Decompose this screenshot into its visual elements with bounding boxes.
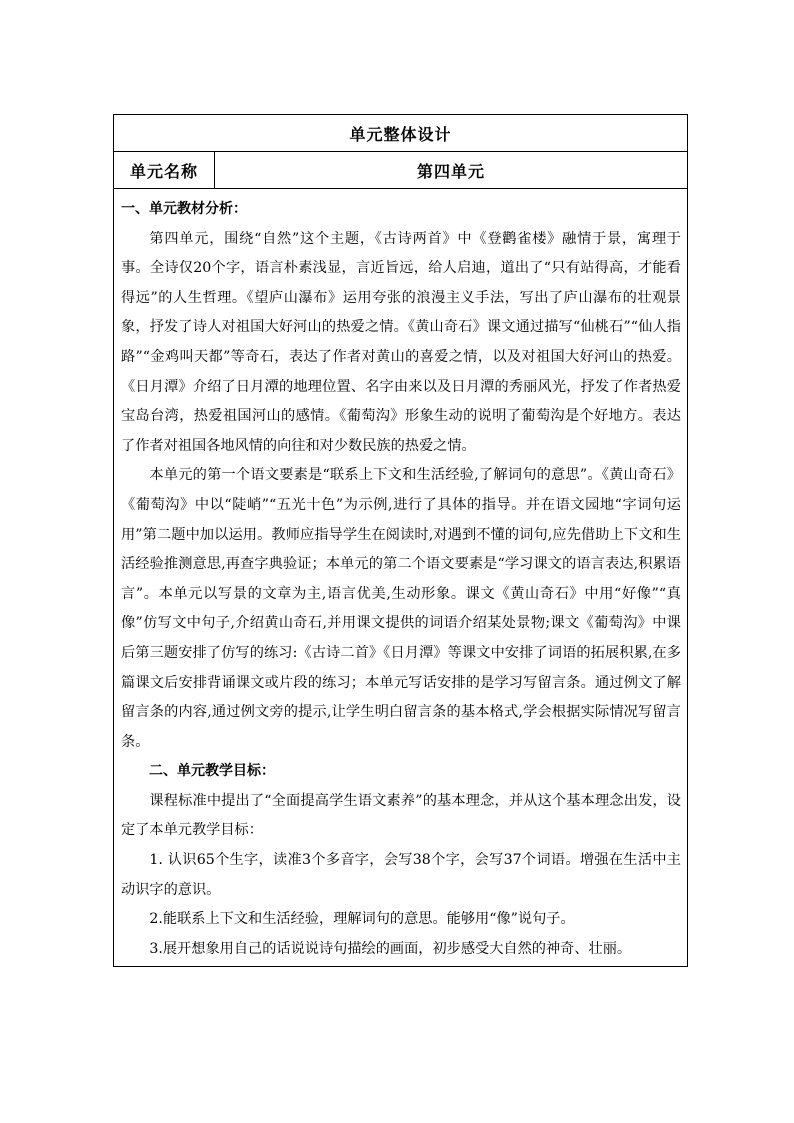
unit-name-value: 第四单元: [416, 161, 485, 181]
unit-name-label: 单元名称: [114, 152, 215, 188]
section1-paragraph: 本单元的第一个语文要素是“联系上下文和生活经验,了解词句的意思”。《黄山奇石》《葡萄沟》中以“陡峭”“五光十色”为示例,进行了具体的指导。并在语文园地“字词句运用”第二题中加以运用。教师应指导学生在阅读时,对遇到不懂的词句,应先借助上下文和生活经验推测意思,再查字典验证；本单元的第二个语文要素是“学习课文的语言表达,积累语言”。本单元以写景的文章为主,语言优美,生动形象。课文《黄山奇石》中用“好像”“真像”仿写文中句子,介绍黄山奇石,并用课文提供的词语介绍某处景物;课文《葡萄沟》中课后第三题安排了仿写的练习:《古诗二首》《日月潭》等课文中安排了词语的拓展积累,在多篇课文后安排背诵课文或片段的练习；本单元写话安排的是学习写留言条。通过例文了解留言条的内容,通过例文旁的提示,让学生明白留言条的基本格式,学会根据实际情况写留言条。: [121, 467, 681, 750]
section2-intro: 课程标准中提出了“全面提高学生语文素养”的基本理念，并从这个基本理念出发，设定了本单元教学目标：: [121, 792, 681, 839]
goal-item: 3.展开想象用自己的话说说诗句描绘的画面，初步感受大自然的神奇、壮丽。: [149, 940, 632, 957]
content-cell: [114, 189, 687, 966]
goal-item: 1. 认识65个生字，读准3个多音字，会写38个字，会写37个词语。增强在生活中主动识字的意识。: [121, 852, 681, 898]
section1-paragraph: 第四单元，围绕“自然”这个主题，《古诗两首》中《登鹳雀楼》融情于景，寓理于事。全诗仅20个字，语言朴素浅显，言近旨远，给人启迪，道出了“只有站得高，才能看得远”的人生哲理。《望庐山瀑布》运用夸张的浪漫主义手法，写出了庐山瀑布的壮观景象，抒发了诗人对祖国大好河山的热爱之情。《黄山奇石》课文通过描写“仙桃石”“仙人指路”“金鸡叫天都”等奇石，表达了作者对黄山的喜爱之情，以及对祖国大好河山的热爱。《日月潭》介绍了日月潭的地理位置、名字由来以及日月潭的秀丽风光，抒发了作者热爱宝岛台湾，热爱祖国河山的感情。《葡萄沟》形象生动的说明了葡萄沟是个好地方。表达了作者对祖国各地风情的向往和对少数民族的热爱之情。: [121, 230, 681, 454]
unit-design-table: [113, 114, 688, 967]
table-title: 单元整体设计: [114, 115, 687, 152]
section1-heading: 一、单元教材分析：: [121, 201, 247, 217]
goal-item: 2.能联系上下文和生活经验，理解词句的意思。能够用“像”说句子。: [149, 911, 575, 928]
unit-name-row: [114, 152, 687, 189]
section2-heading: 二、单元教学目标：: [149, 763, 275, 780]
